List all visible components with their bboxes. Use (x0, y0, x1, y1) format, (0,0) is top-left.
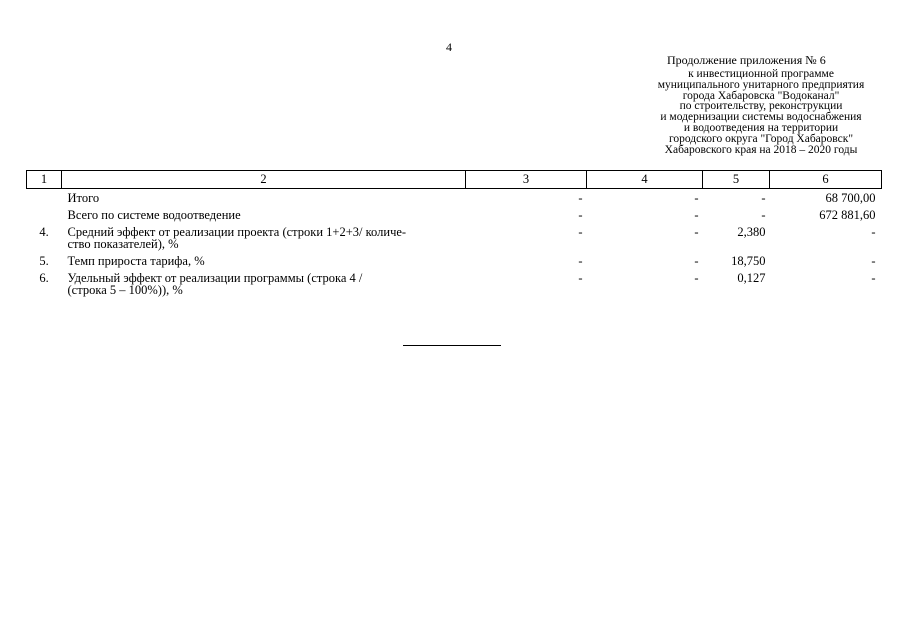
column-header: 5 (703, 171, 770, 189)
table-row (27, 206, 882, 223)
description-line: Итого (67, 191, 100, 205)
appendix-block (630, 69, 892, 155)
appendix-line: города Хабаровска "Водоканал" (682, 89, 840, 102)
row-description (62, 223, 466, 252)
header-row (27, 171, 882, 189)
appendix-line: к инвестиционной программе (688, 68, 834, 80)
table-row (27, 269, 882, 298)
cell-col4: - (694, 271, 699, 285)
appendix-line: и водоотведения на территории (683, 121, 839, 134)
description-line: Темп прироста тарифа, % (67, 254, 205, 268)
table-header (27, 171, 882, 189)
row-description (62, 252, 466, 269)
cell-col6: - (871, 254, 876, 268)
description-line: ство показателей), % (67, 237, 179, 251)
cell-col4: - (694, 208, 699, 222)
row-number: 5. (39, 254, 49, 268)
column-header: 4 (587, 171, 703, 189)
column-header: 6 (770, 171, 882, 189)
column-header: 3 (466, 171, 587, 189)
cell-col4: - (694, 225, 699, 239)
cell-col6: 68 700,00 (825, 191, 876, 205)
description-line: Всего по системе водоотведение (67, 208, 241, 222)
cell-col5: - (761, 208, 766, 222)
cell-col6: - (871, 271, 876, 285)
page-number: 4 (446, 40, 452, 54)
description-line: Средний эффект от реализации проекта (строки 1+2+3/ количе- (67, 225, 407, 239)
row-number: 6. (39, 271, 49, 285)
row-number: 4. (39, 225, 49, 239)
row-description (62, 269, 466, 298)
cell-col5: 2,380 (737, 225, 766, 239)
appendix-line: городского округа "Город Хабаровск" (668, 132, 854, 145)
cell-col5: - (761, 191, 766, 205)
cell-col6: 672 881,60 (819, 208, 876, 222)
cell-col3: - (578, 254, 583, 268)
table-row (27, 223, 882, 252)
cell-col6: - (871, 225, 876, 239)
cell-col3: - (578, 191, 583, 205)
appendix-line: муниципального унитарного предприятия (657, 78, 865, 91)
column-header: 2 (62, 171, 466, 189)
row-description (62, 189, 466, 207)
appendix-line: по строительству, реконструкции (679, 100, 843, 113)
appendix-title: Продолжение приложения № 6 (667, 53, 826, 67)
table-row (27, 189, 882, 207)
data-table (26, 170, 882, 298)
appendix-line: и модернизации системы водоснабжения (660, 111, 862, 124)
cell-col3: - (578, 208, 583, 222)
cell-col4: - (694, 254, 699, 268)
cell-col3: - (578, 225, 583, 239)
cell-col3: - (578, 271, 583, 285)
cell-col4: - (694, 191, 699, 205)
row-description (62, 206, 466, 223)
table-row (27, 252, 882, 269)
cell-col5: 18,750 (731, 254, 766, 268)
cell-col5: 0,127 (737, 271, 766, 285)
appendix-line: Хабаровского края на 2018 – 2020 годы (664, 143, 858, 156)
end-separator-line (403, 345, 501, 346)
table-body (27, 189, 882, 299)
column-header: 1 (27, 171, 62, 189)
row-number (27, 206, 62, 223)
row-number (27, 189, 62, 207)
description-line: Удельный эффект от реализации программы (строка 4 / (67, 271, 363, 285)
description-line: (строка 5 – 100%)), % (67, 283, 183, 297)
